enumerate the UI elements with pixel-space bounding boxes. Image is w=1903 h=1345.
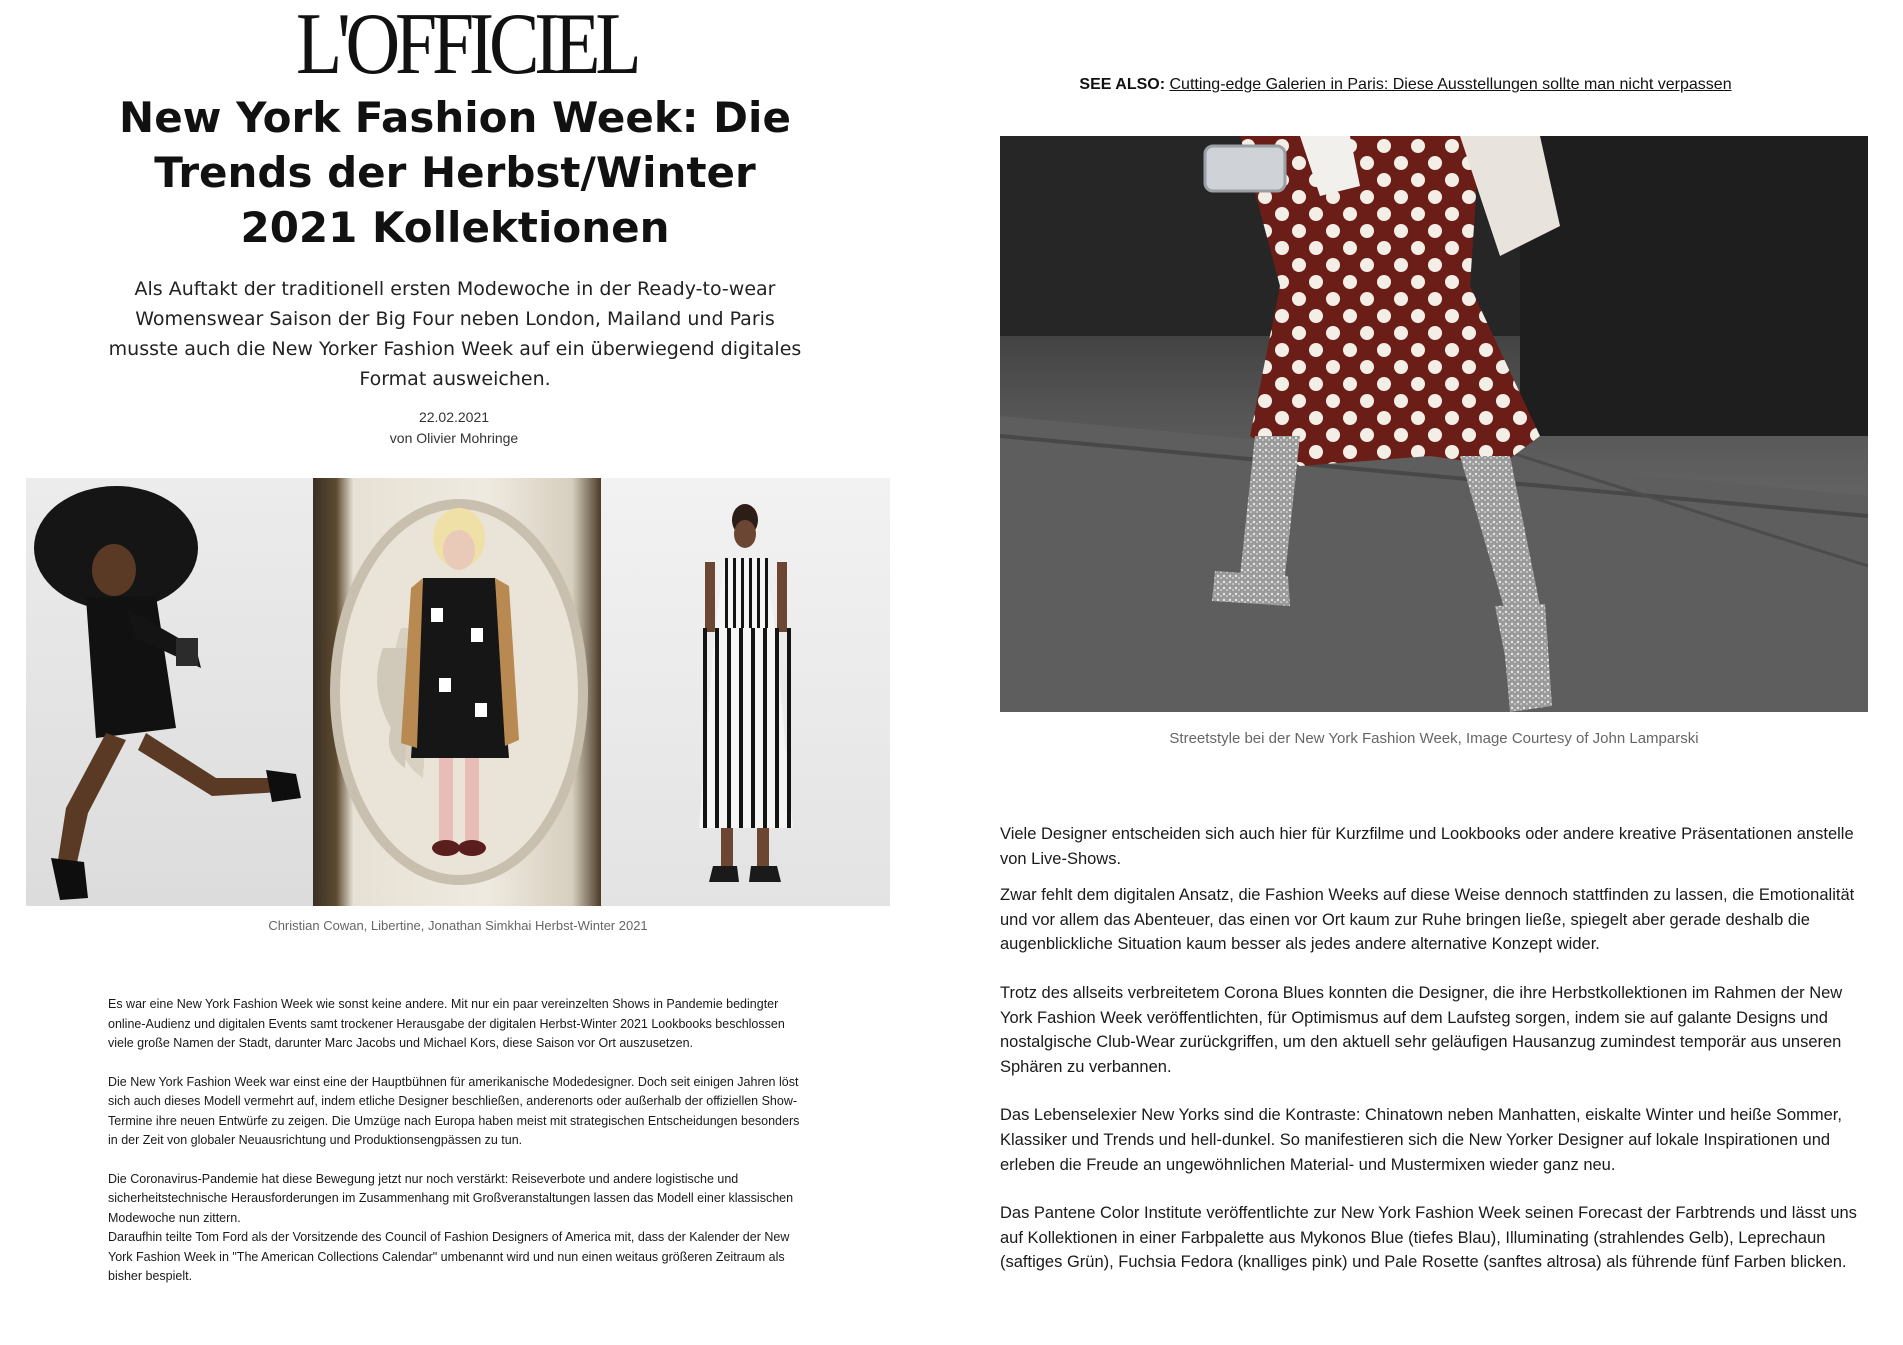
lead-image-triptych (26, 478, 890, 906)
see-also-label: SEE ALSO: (1079, 76, 1166, 93)
right-page (908, 0, 1903, 1345)
body-right-paragraph: Das Lebenselexier New Yorks sind die Kontraste: Chinatown neben Manhatten, eiskalte Winter und heiße Sommer, Klassiker und Trends und hell-dunkel. So manifestieren sich die New Yorker Designer auf lokale Inspirationen und erleben die Freude an ungewöhnlichen Material- und Mustermixen wieder ganz neu. (1000, 1106, 1842, 1174)
body-left-paragraph: Die Coronavirus-Pandemie hat diese Bewegung jetzt nur noch verstärkt: Reiseverbote und andere logistische und sicherheitstechnische Herausforderungen im Zusammenhang mit Großveranstaltungen lassen das Modell einer klassischen Modewoche nun zittern. (108, 1171, 794, 1225)
streetstyle-figure (1000, 136, 1868, 712)
body-left-paragraph: Daraufhin teilte Tom Ford als der Vorsitzende des Council of Fashion Designers of America mit, dass der Kalender der New York Fashion Week in "The American Collections Calendar" umbenannt wird und nun einen weitaus größeren Zeitraum als bisher bespielt. (108, 1230, 790, 1283)
article-headline: New York Fashion Week: Die Trends der Herbst/Winter 2021 Kollektionen (119, 93, 791, 252)
body-right-paragraph: Trotz des allseits verbreitetem Corona Blues konnten die Designer, die ihre Herbstkollektionen im Rahmen der New York Fashion Week veröffentlichten, für Optimismus auf dem Laufsteg sorgen, indem sie auf galante Designs und nostalgische Club-Wear zurückgriffen, um den aktuell sehr geläufigen Hausanzug zumindest temporär aus unseren Sphären zu verbannen. (1000, 983, 1843, 1076)
streetstyle-caption: Streetstyle bei der New York Fashion Week, Image Courtesy of John Lamparski (1169, 730, 1699, 747)
body-right-paragraph: Viele Designer entscheiden sich auch hier für Kurzfilme und Lookbooks oder andere kreative Präsentationen anstelle von Live-Shows. (1000, 825, 1854, 868)
left-page (0, 0, 908, 1345)
article-byline[interactable]: von Olivier Mohringe (389, 430, 519, 446)
christian-cowan-figure (26, 478, 313, 906)
see-also-link[interactable]: Cutting-edge Galerien in Paris: Diese Ausstellungen sollte man nicht verpassen (1169, 76, 1732, 93)
body-left-paragraph: Es war eine New York Fashion Week wie sonst keine andere. Mit nur ein paar vereinzelten Shows in Pandemie bedingter online-Audienz und digitalen Events samt trockener Herausgabe der digitalen Herbst-Winter 2021 Lookbooks beschlossen viele große Namen der Stadt, darunter Marc Jacobs und Michael Kors, diese Saison vor Ort auszusetzen. (108, 997, 785, 1050)
lofficiel-logo[interactable]: L'OFFICIEL (296, 0, 637, 93)
body-left-column (108, 995, 808, 1306)
streetstyle-image (1000, 136, 1868, 712)
see-also (908, 76, 1903, 94)
lead-image-christian-cowan (26, 478, 313, 906)
lead-image-caption: Christian Cowan, Libertine, Jonathan Simkhai Herbst-Winter 2021 (268, 918, 648, 933)
body-right-column (1000, 822, 1868, 1287)
lead-image-jonathan-simkhai (601, 478, 890, 906)
article-dek: Als Auftakt der traditionell ersten Modewoche in der Ready-to-wear Womenswear Saison der Big Four neben London, Mailand und Paris musste auch die New Yorker Fashion Week auf ein überwiegend digitales Format ausweichen. (108, 278, 802, 390)
body-right-paragraph: Das Pantene Color Institute veröffentlichte zur New York Fashion Week seinen Forecast der Farbtrends und lässt uns auf Kollektionen in einer Farbpalette aus Mykonos Blue (tiefes Blau), Illuminating (strahlendes Gelb), Leprechaun (saftiges Grün), Fuchsia Fedora (knalliges pink) und Pale Rosette (sanftes altrosa) als führende fünf Farben blicken. (1000, 1204, 1857, 1272)
article-date: 22.02.2021 (418, 409, 490, 425)
libertine-figure (313, 478, 601, 906)
lead-image-libertine (313, 478, 601, 906)
body-left-paragraph: Die New York Fashion Week war einst eine der Hauptbühnen für amerikanische Modedesigner. Doch seit einigen Jahren löst sich auch dieses Modell vermehrt auf, indem etliche Designer beschließen, anderenorts oder außerhalb der offiziellen Show-Termine ihre neuen Entwürfe zu zeigen. Die Umzüge nach Europa haben meist mit strategischen Entscheidungen besonders in der Zeit von globaler Neuausrichtung und Produktionsengpässen zu tun. (108, 1074, 800, 1147)
jonathan-simkhai-figure (601, 478, 890, 906)
body-right-paragraph: Zwar fehlt dem digitalen Ansatz, die Fashion Weeks auf diese Weise dennoch stattfinden zu lassen, die Emotionalität und vor allem das Abenteuer, das einen vor Ort kaum zur Ruhe bringen ließe, spiegelt aber gerade deshalb die augenblickliche Situation kaum besser als jedes andere alternative Konzept wider. (1000, 886, 1855, 954)
